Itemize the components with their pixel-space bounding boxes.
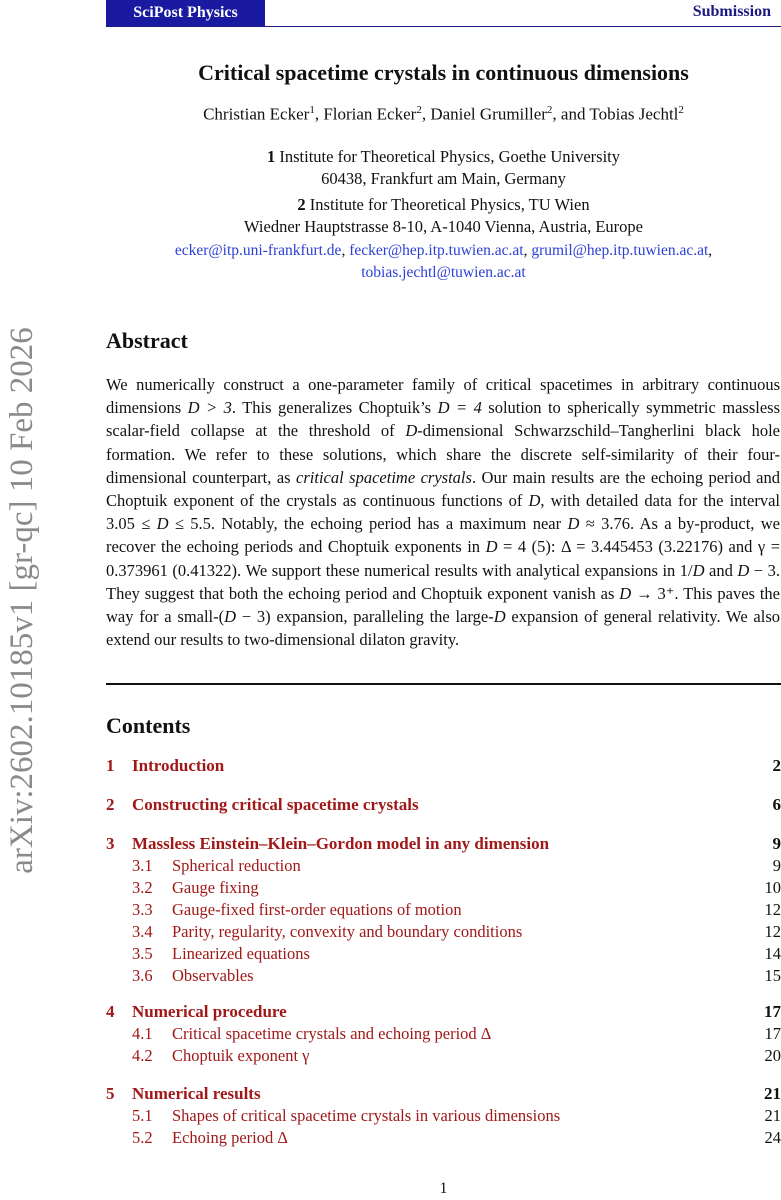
- toc-subsection-entry[interactable]: [106, 1024, 781, 1046]
- math-expression: D: [567, 514, 580, 534]
- toc-entry-label: Numerical results: [132, 1084, 261, 1103]
- toc-entry-page: 14: [764, 944, 781, 963]
- math-expression: D: [405, 421, 418, 441]
- section-divider: [106, 683, 781, 685]
- contents-heading: Contents: [106, 713, 191, 738]
- math-expression: D: [692, 560, 705, 580]
- author-list: [106, 104, 781, 125]
- abstract-fragment: → 3⁺. This paves the way for a small-(: [106, 583, 780, 627]
- toc-section-entry[interactable]: [106, 756, 781, 778]
- math-expression: D: [156, 514, 169, 534]
- abstract-fragment: solution to spherically symmetric massless scalar-field collapse at the threshold of: [106, 398, 780, 441]
- abstract-fragment: = 4 (5): Δ = 3.445453 (3.22176) and γ = 0.373961 (0.41322). We support these numerical results with analytical expansions in 1/: [106, 537, 781, 580]
- toc-section-entry[interactable]: [106, 834, 781, 856]
- toc-subsection-entry[interactable]: [106, 878, 781, 900]
- toc-subsection-entry[interactable]: [106, 1106, 781, 1128]
- author-name: Tobias Jechtl: [589, 104, 679, 124]
- toc-entry-label: Choptuik exponent γ: [172, 1046, 310, 1065]
- abstract-fragment: ≤ 5.5. Notably, the echoing period has a maximum near: [168, 514, 568, 534]
- toc-entry-label: Observables: [172, 966, 254, 985]
- journal-badge[interactable]: SciPost Physics: [106, 0, 265, 26]
- toc-entry-page: 9: [772, 856, 781, 875]
- toc-entry-number: 1: [106, 756, 115, 775]
- toc-entry-page: 12: [764, 922, 781, 941]
- toc-entry-label: Critical spacetime crystals and echoing period Δ: [172, 1024, 492, 1043]
- author-name: Christian Ecker: [203, 104, 310, 124]
- abstract-fragment: . Our main results are the echoing period and Choptuik exponent of the crystals as continuous functions of: [106, 467, 780, 511]
- toc-entry-label: Introduction: [132, 756, 225, 775]
- toc-entry-number: 3.3: [132, 900, 153, 919]
- abstract-fragment: − 3) expansion, paralleling the large-: [236, 607, 494, 627]
- submission-status: Submission: [692, 3, 771, 20]
- toc-section-entry[interactable]: [106, 1084, 781, 1106]
- emphasized-term: critical spacetime crystals: [296, 467, 472, 487]
- arxiv-identifier: arXiv:2602.10185v1 [gr-qc] 10 Feb 2026: [3, 326, 40, 874]
- math-expression: D: [224, 607, 237, 627]
- toc-section-entry[interactable]: [106, 795, 781, 817]
- math-expression: D: [485, 537, 498, 557]
- author-affiliation-mark: 2: [416, 104, 422, 116]
- author-name: Daniel Grumiller: [430, 104, 547, 124]
- toc-entry-label: Linearized equations: [172, 944, 310, 963]
- author-separator: , and: [552, 104, 590, 124]
- abstract-heading: Abstract: [106, 328, 188, 353]
- affiliation-2: [106, 194, 781, 238]
- toc-subsection-entry[interactable]: [106, 1046, 781, 1068]
- toc-entry-page: 17: [764, 1024, 781, 1043]
- abstract-fragment: expansion of general relativity. We also extend our results to two-dimensional dilaton gravity.: [106, 607, 780, 650]
- email-link[interactable]: tobias.jechtl@tuwien.ac.at: [361, 264, 526, 281]
- toc-entry-label: Shapes of critical spacetime crystals in various dimensions: [172, 1106, 561, 1125]
- math-expression: D: [493, 607, 506, 627]
- abstract-fragment: and: [704, 560, 738, 580]
- toc-entry-number: 4.1: [132, 1024, 153, 1043]
- toc-entry-label: Numerical procedure: [132, 1002, 287, 1021]
- toc-entry-label: Gauge fixing: [172, 878, 259, 897]
- author-separator: ,: [421, 104, 431, 124]
- math-expression: D = 4: [437, 398, 482, 418]
- toc-subsection-entry[interactable]: [106, 922, 781, 944]
- abstract-text: [106, 373, 780, 651]
- toc-entry-label: Parity, regularity, convexity and boundary conditions: [172, 922, 523, 941]
- abstract-fragment: . This generalizes Choptuik’s: [231, 398, 438, 418]
- toc-entry-number: 5.2: [132, 1128, 153, 1147]
- toc-entry-page: 21: [764, 1084, 781, 1103]
- toc-entry-number: 3.2: [132, 878, 153, 897]
- toc-entry-label: Massless Einstein–Klein–Gordon model in any dimension: [132, 834, 550, 853]
- toc-entry-number: 3.6: [132, 966, 153, 985]
- arxiv-identifier-margin: [0, 300, 44, 900]
- math-expression: D: [619, 583, 632, 603]
- abstract-fragment: ≈ 3.76. As a by-product, we recover the echoing periods and Choptuik exponents in: [106, 514, 780, 557]
- affiliation-line: Institute for Theoretical Physics, Goethe University: [279, 147, 620, 166]
- toc-entry-number: 3.5: [132, 944, 153, 963]
- affiliation-number: 1: [267, 147, 276, 166]
- affiliation-1: [106, 146, 781, 190]
- paper-title: Critical spacetime crystals in continuous dimensions: [198, 60, 689, 85]
- abstract-fragment: , with detailed data for the interval 3.05 ≤: [106, 491, 780, 534]
- author-emails: ecker@itp.uni-frankfurt.de, fecker@hep.itp.tuwien.ac.at, grumil@hep.itp.tuwien.ac.at, tobias.jechtl@tuwien.ac.at: [174, 242, 713, 281]
- toc-entry-page: 24: [764, 1128, 781, 1147]
- page-number: 1: [439, 1180, 448, 1197]
- author-affiliation-mark: 2: [678, 104, 684, 116]
- toc-section-entry[interactable]: [106, 1002, 781, 1024]
- toc-entry-page: 20: [764, 1046, 781, 1065]
- toc-entry-number: 3.4: [132, 922, 153, 941]
- email-link[interactable]: ecker@itp.uni-frankfurt.de: [174, 242, 342, 259]
- toc-entry-page: 15: [764, 966, 781, 985]
- toc-subsection-entry[interactable]: [106, 966, 781, 988]
- toc-entry-number: 5: [106, 1084, 115, 1103]
- toc-entry-page: 6: [772, 795, 781, 814]
- toc-entry-page: 12: [764, 900, 781, 919]
- toc-entry-label: Constructing critical spacetime crystals: [132, 795, 419, 814]
- toc-entry-number: 5.1: [132, 1106, 153, 1125]
- toc-entry-number: 4: [106, 1002, 115, 1021]
- abstract-fragment: − 3. They suggest that both the echoing period and Choptuik exponent vanish as: [106, 560, 780, 603]
- toc-entry-number: 3: [106, 834, 115, 853]
- math-expression: D > 3: [187, 398, 232, 418]
- affiliation-line: Wiedner Hauptstrasse 8-10, A-1040 Vienna, Austria, Europe: [244, 217, 643, 236]
- toc-subsection-entry[interactable]: [106, 1128, 781, 1150]
- toc-subsection-entry[interactable]: [106, 856, 781, 878]
- author-separator: ,: [314, 104, 324, 124]
- toc-entry-number: 3.1: [132, 856, 153, 875]
- abstract-fragment: -dimensional Schwarzschild–Tangherlini black hole formation. We refer to these solutions, which share the discrete self-similarity of their four-dimensional counterpart, as: [106, 421, 780, 487]
- toc-entry-page: 9: [772, 834, 781, 853]
- toc-entry-label: Spherical reduction: [172, 856, 301, 875]
- author-affiliation-mark: 1: [309, 104, 315, 116]
- toc-entry-page: 21: [764, 1106, 781, 1125]
- toc-entry-number: 2: [106, 795, 115, 814]
- math-expression: D: [737, 560, 750, 580]
- email-link[interactable]: fecker@hep.itp.tuwien.ac.at: [349, 242, 524, 259]
- math-expression: D: [528, 491, 541, 511]
- affiliation-line: Institute for Theoretical Physics, TU Wien: [309, 195, 590, 214]
- affiliation-number: 2: [297, 195, 306, 214]
- author-affiliation-mark: 2: [546, 104, 553, 116]
- affiliation-line: 60438, Frankfurt am Main, Germany: [321, 169, 566, 188]
- abstract-fragment: We numerically construct a one-parameter family of critical spacetimes in arbitrary continuous dimensions: [106, 375, 780, 418]
- toc-entry-label: Gauge-fixed first-order equations of motion: [172, 900, 462, 919]
- author-name: Florian Ecker: [323, 104, 417, 124]
- toc-entry-label: Echoing period Δ: [172, 1128, 288, 1147]
- toc-entry-page: 10: [764, 878, 781, 897]
- toc-entry-page: 17: [764, 1002, 781, 1021]
- toc-entry-page: 2: [772, 756, 781, 775]
- journal-header: [106, 0, 781, 27]
- toc-entry-number: 4.2: [132, 1046, 153, 1065]
- email-link[interactable]: grumil@hep.itp.tuwien.ac.at: [531, 242, 709, 259]
- toc-subsection-entry[interactable]: [106, 944, 781, 966]
- toc-subsection-entry[interactable]: [106, 900, 781, 922]
